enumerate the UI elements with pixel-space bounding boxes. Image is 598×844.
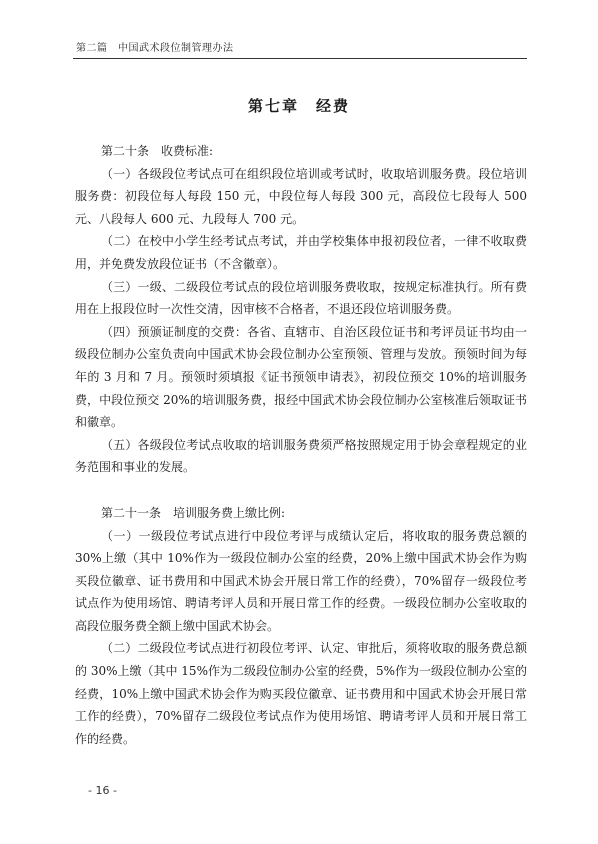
running-header: 第二篇 中国武术段位制管理办法 (76, 43, 234, 54)
chapter-title: 第七章 经费 (247, 97, 350, 115)
paragraph: （二）二级段位考试点进行初段位考评、认定、审批后，须将收取的服务费总额的 30%上缴（其中 15%作为二级段位制办公室的经费，5%作为一级段位制办公室的经费，10%上缴中国武术协会作为购买段位徽章、证书费用和中国武术协会开展日常工作的经费），70%留存二级段位考试点作为使用场馆、聘请考评人员和开展日常工作的经费。 (75, 641, 528, 746)
paragraph: （四）预颁证制度的交费：各省、直辖市、自治区段位证书和考评员证书均由一级段位制办公室负责向中国武术协会段位制办公室预领、管理与发放。预领时间为每年的 3 月和 7 月。预领时须填报《证书预领申请表》，初段位预交 10%的培训服务费，中段位预交 20%的培训服务费，报经中国武术协会段位制办公室核准后领取证书和徽章。 (75, 324, 527, 430)
article-heading: 第二十条 收费标准: (101, 144, 214, 158)
section-gap (75, 479, 527, 502)
paragraph: （一）各级段位考试点可在组织段位培训或考试时，收取培训服务费。段位培训服务费：初段位每人每段 150 元，中段位每人每段 300 元，高段位七段每人 500 元、八段每人 600 元、九段每人 700 元。 (75, 166, 527, 226)
paragraph: （五）各级段位考试点收取的培训服务费须严格按照规定用于协会章程规定的业务范围和事业的发展。 (75, 437, 527, 475)
page-number: - 16 - (88, 784, 117, 797)
header-rule (73, 58, 527, 59)
document-body (75, 140, 527, 750)
article-heading: 第二十一条 培训服务费上缴比例: (101, 505, 286, 520)
paragraph: （一）一级段位考试点进行中段位考评与成绩认定后，将收取的服务费总额的 30%上缴（其中 10%作为一级段位制办公室的经费，20%上缴中国武术协会作为购买段位徽章、证书费用和中国武术协会开展日常工作的经费），70%留存一级段位考试点作为使用场馆、聘请考评人员和开展日常工作的经费。一级段位制办公室收取的高段位服务费全额上缴中国武术协会。 (75, 528, 527, 633)
paragraph: （三）一级、二级段位考试点的段位培训服务费收取，按规定标准执行。所有费用在上报段位时一次性交清，因审核不合格者，不退还段位培训服务费。 (75, 279, 527, 317)
paragraph: （二）在校中小学生经考试点考试，并由学校集体申报初段位者，一律不收取费用，并免费发放段位证书（不含徽章）。 (75, 234, 527, 271)
